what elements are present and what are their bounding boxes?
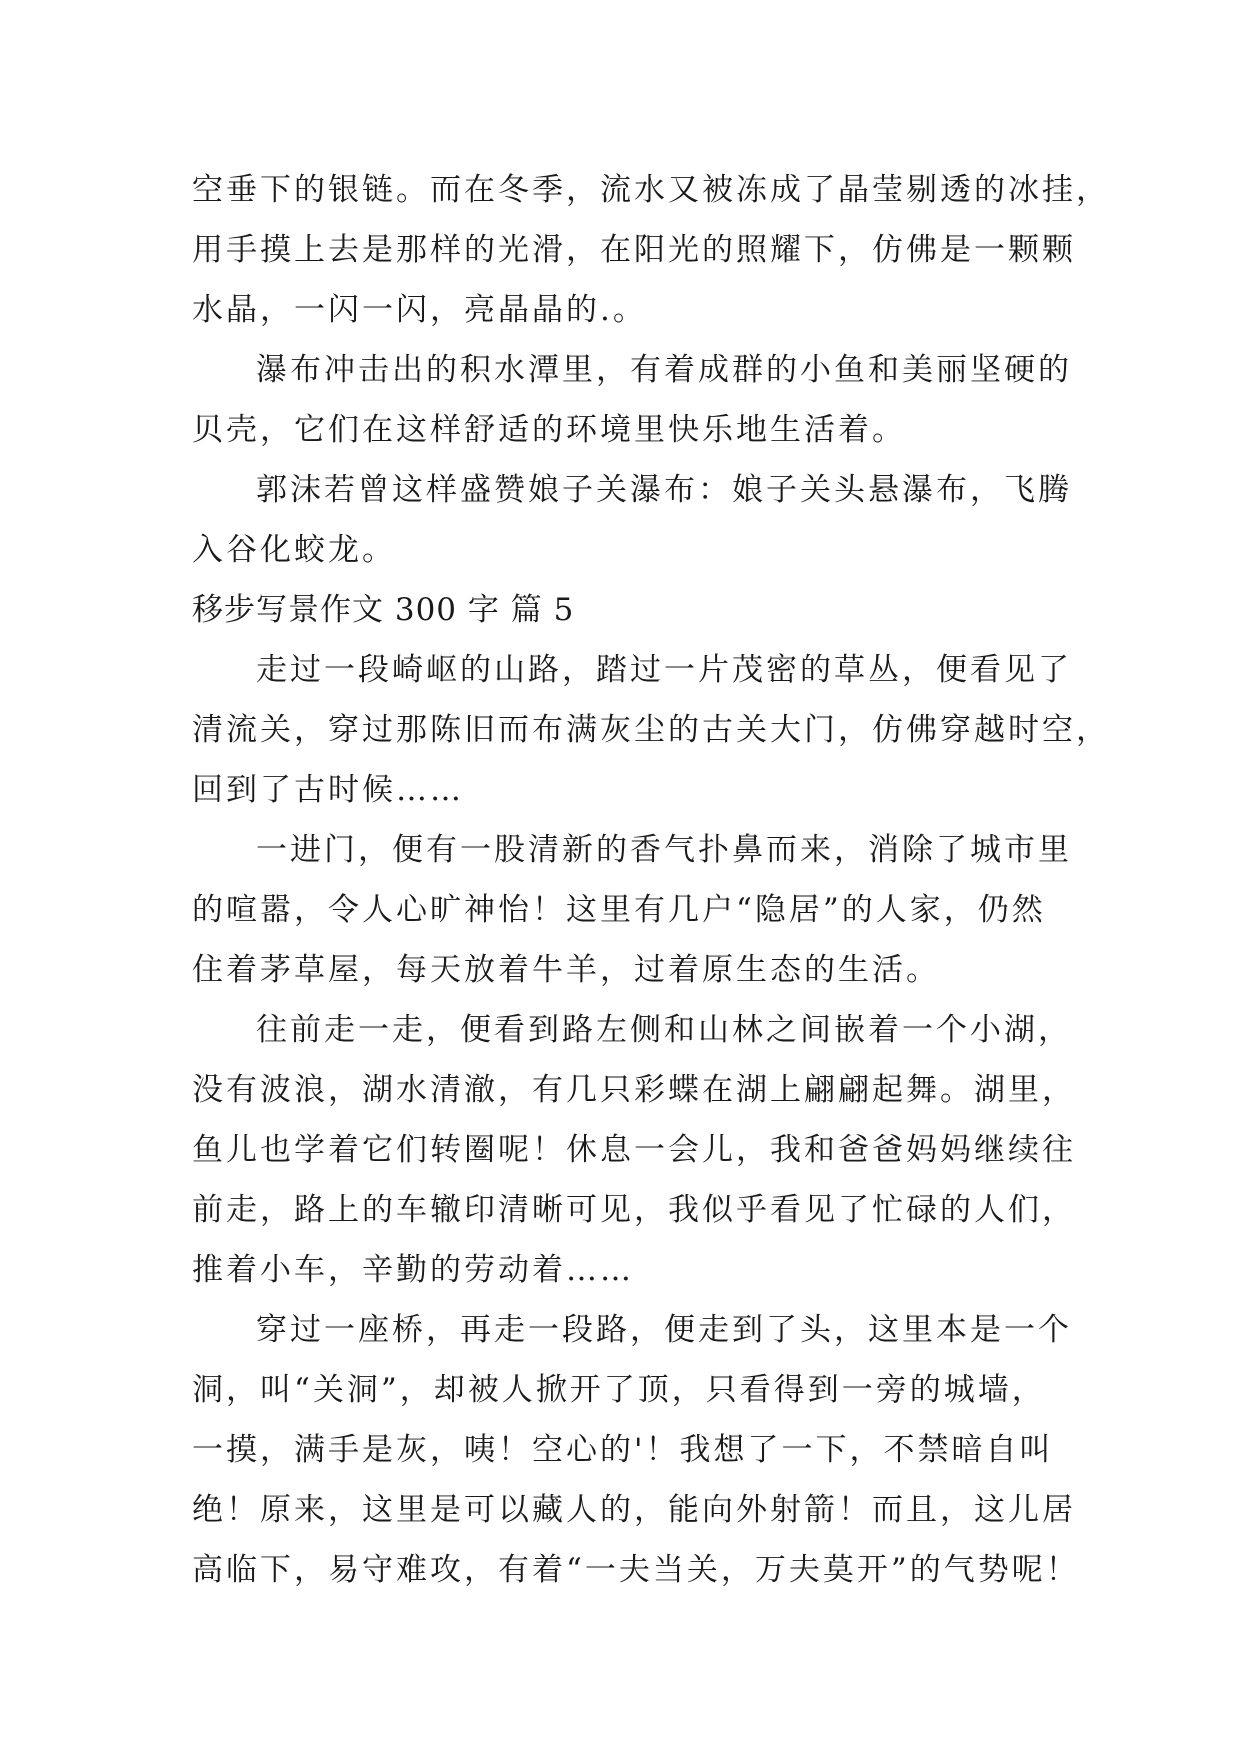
text-line: 回到了古时候…… [192,772,464,808]
text-line: 洞，叫“关洞”，却被人掀开了顶，只看得到一旁的城墙， [192,1372,1046,1408]
text-line: 清流关，穿过那陈旧而布满灰尘的古关大门，仿佛穿越时空， [192,712,1110,748]
text-line: 没有波浪，湖水清澈，有几只彩蝶在湖上翩翩起舞。湖里， [192,1072,1076,1108]
text-line: 高临下，易守难攻，有着“一夫当关，万夫莫开”的气势呢！ [192,1552,1080,1588]
text-line: 水晶，一闪一闪，亮晶晶的.。 [192,292,647,328]
text-line: 的喧嚣，令人心旷神怡！这里有几户“隐居”的人家，仍然 [192,892,1046,928]
text-line: 用手摸上去是那样的光滑，在阳光的照耀下，仿佛是一颗颗 [192,232,1076,268]
text-line: 一进门，便有一股清新的香气扑鼻而来，消除了城市里 [256,832,1072,868]
document-body [192,160,1110,1600]
text-line: 入谷化蛟龙。 [192,532,396,568]
text-line: 推着小车，辛勤的劳动着…… [192,1252,634,1288]
text-line: 空垂下的银链。而在冬季，流水又被冻成了晶莹剔透的冰挂， [192,172,1110,208]
text-line: 往前走一走，便看到路左侧和山林之间嵌着一个小湖， [256,1012,1072,1048]
text-line: 一摸，满手是灰，咦！空心的'！我想了一下，不禁暗自叫 [192,1432,1054,1468]
text-line: 穿过一座桥，再走一段路，便走到了头，这里本是一个 [256,1312,1072,1348]
text-line: 贝壳，它们在这样舒适的环境里快乐地生活着。 [192,412,906,448]
section-heading: 移步写景作文 300 字 篇 5 [192,592,575,628]
text-line: 绝！原来，这里是可以藏人的，能向外射箭！而且，这儿居 [192,1492,1076,1528]
text-line: 郭沫若曾这样盛赞娘子关瀑布：娘子关头悬瀑布，飞腾 [256,472,1072,508]
text-line: 瀑布冲击出的积水潭里，有着成群的小鱼和美丽坚硬的 [256,352,1072,388]
text-line: 鱼儿也学着它们转圈呢！休息一会儿，我和爸爸妈妈继续往 [192,1132,1076,1168]
text-line: 前走，路上的车辙印清晰可见，我似乎看见了忙碌的人们， [192,1192,1076,1228]
text-line: 住着茅草屋，每天放着牛羊，过着原生态的生活。 [192,952,940,988]
text-line: 走过一段崎岖的山路，踏过一片茂密的草丛，便看见了 [256,652,1072,688]
